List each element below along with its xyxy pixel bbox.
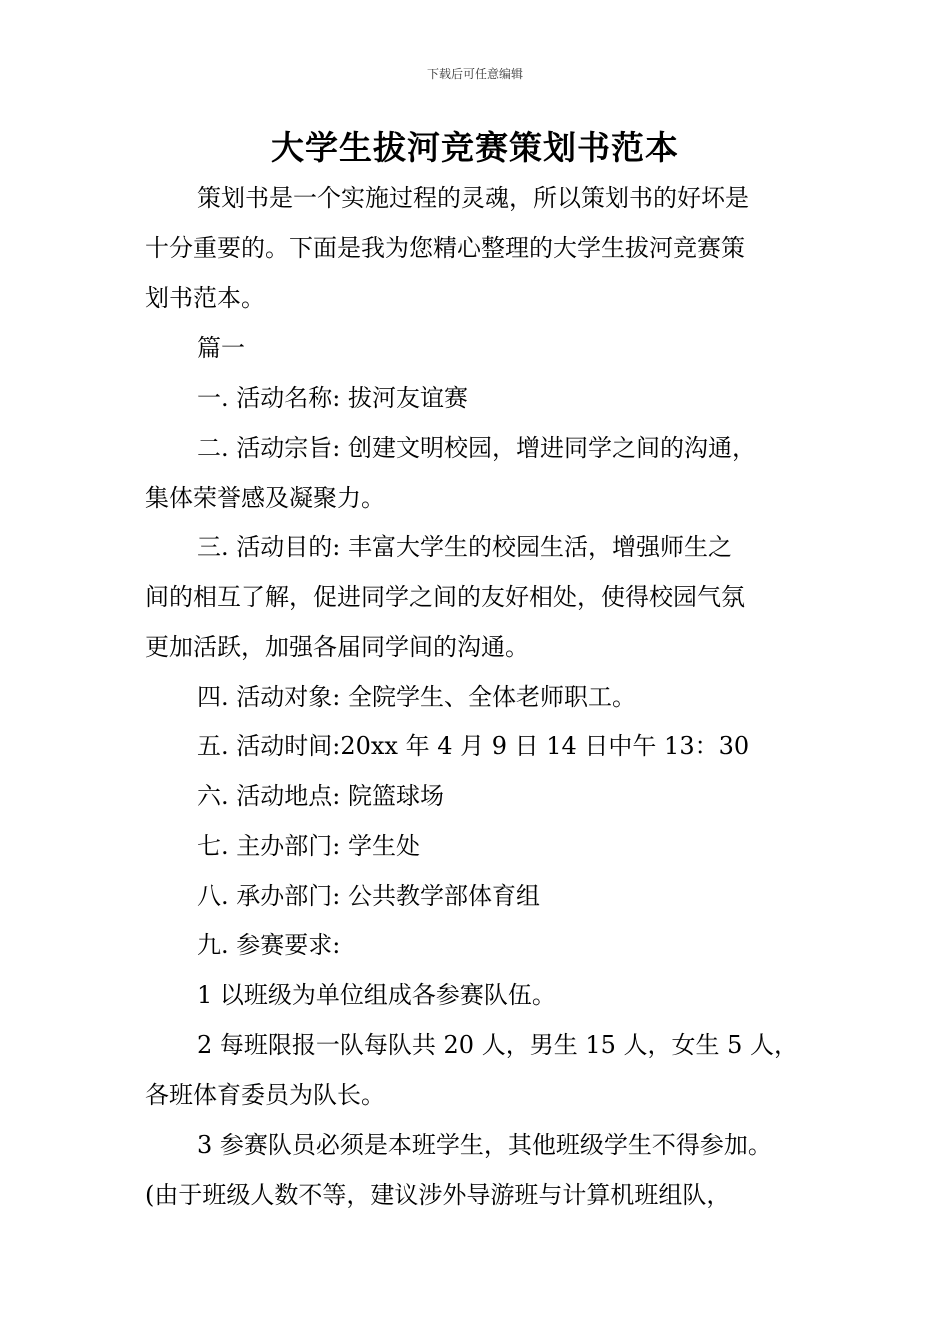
list-item: 3 参赛队员必须是本班学生，其他班级学生不得参加。 xyxy=(197,1131,772,1159)
paragraph-line: 划书范本。 xyxy=(145,284,265,312)
list-item: 三. 活动目的: 丰富大学生的校园生活，增强师生之 xyxy=(197,533,732,561)
paragraph-line: 策划书是一个实施过程的灵魂，所以策划书的好坏是 xyxy=(197,184,749,212)
list-item: 五. 活动时间:20xx 年 4 月 9 日 14 日中午 13：30 xyxy=(197,732,750,760)
list-item: 2 每班限报一队每队共 20 人，男生 15 人，女生 5 人， xyxy=(197,1031,799,1059)
list-item: 八. 承办部门: 公共教学部体育组 xyxy=(197,882,540,910)
header-note: 下载后可任意编辑 xyxy=(426,67,523,81)
list-item: 1 以班级为单位组成各参赛队伍。 xyxy=(197,981,556,1009)
list-item: 九. 参赛要求: xyxy=(197,931,341,959)
paragraph-line: 更加活跃，加强各届同学间的沟通。 xyxy=(145,633,529,661)
paragraph-line: (由于班级人数不等，建议涉外导游班与计算机班组队， xyxy=(145,1181,731,1209)
paragraph-line: 间的相互了解，促进同学之间的友好相处，使得校园气氛 xyxy=(145,583,745,611)
paragraph-line: 集体荣誉感及凝聚力。 xyxy=(145,484,385,512)
paragraph-line: 各班体育委员为队长。 xyxy=(145,1081,385,1109)
list-item: 四. 活动对象: 全院学生、全体老师职工。 xyxy=(197,683,636,711)
section-heading: 篇一 xyxy=(197,334,245,362)
document-title: 大学生拔河竞赛策划书范本 xyxy=(271,128,679,167)
list-item: 一. 活动名称: 拔河友谊赛 xyxy=(197,384,468,412)
list-item: 六. 活动地点: 院篮球场 xyxy=(197,782,444,810)
paragraph-line: 十分重要的。下面是我为您精心整理的大学生拔河竞赛策 xyxy=(145,234,745,262)
list-item: 二. 活动宗旨: 创建文明校园，增进同学之间的沟通， xyxy=(197,434,756,462)
list-item: 七. 主办部门: 学生处 xyxy=(197,832,420,860)
